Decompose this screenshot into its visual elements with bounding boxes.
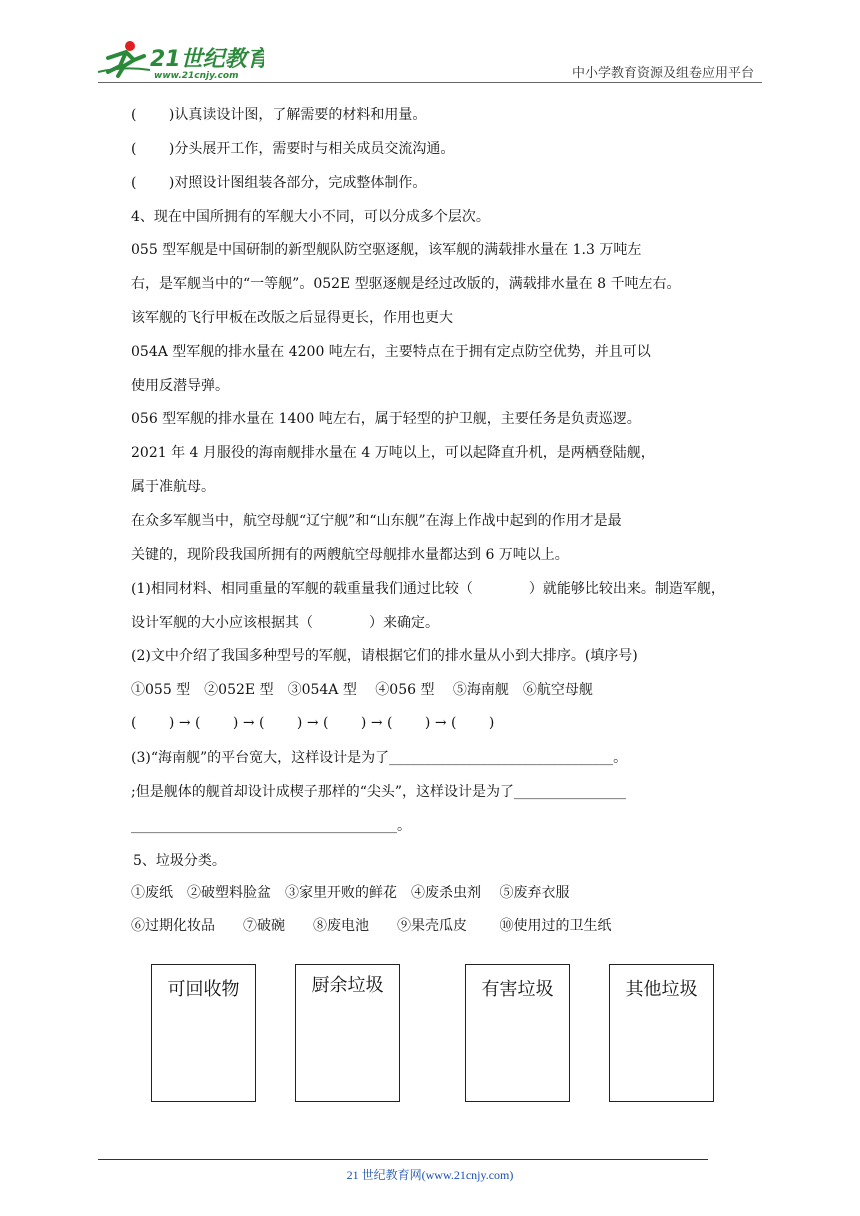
sub-question-3: (3)“海南舰”的平台宽大，这样设计是为了________________________________。 (131, 750, 628, 766)
svg-text:www.21cnjy.com: www.21cnjy.com (154, 71, 239, 81)
passage-line: 在众多军舰当中，航空母舰“辽宁舰”和“山东舰”在海上作战中起到的作用才是最 (131, 513, 622, 529)
passage-line: 2021 年 4 月服役的海南舰排水量在 4 万吨以上，可以起降直升机，是两栖登陆舰， (131, 445, 655, 461)
sub-question-1-cont: 设计军舰的大小应该根据其（ ）来确定。 (131, 615, 439, 631)
passage-line: 该军舰的飞行甲板在改版之后显得更长，作用也更大 (131, 310, 453, 326)
kitchen-waste-label: 厨余垃圾 (311, 975, 384, 996)
passage-line: 右，是军舰当中的“一等舰”。052E 型驱逐舰是经过改版的，满载排水量在 8 千吨左右。 (131, 276, 681, 292)
question-4-title: 4、现在中国所拥有的军舰大小不同，可以分成多个层次。 (131, 209, 490, 225)
runner-logo-icon (94, 36, 264, 82)
site-logo (94, 36, 264, 82)
step-line-2: ( )分头展开工作，需要时与相关成员交流沟通。 (131, 141, 455, 157)
hazardous-box (465, 964, 570, 1102)
sub-question-2: (2)文中介绍了我国多种型号的军舰，请根据它们的排水量从小到大排序。(填序号) (131, 648, 638, 664)
order-blanks: ( ) → ( ) → ( ) → ( ) → ( ) → ( ) (131, 715, 495, 731)
step-line-1: ( )认真读设计图，了解需要的材料和用量。 (131, 107, 427, 123)
question-5-title: 5、垃圾分类。 (133, 853, 226, 869)
ship-options: ①055 型 ②052E 型 ③054A 型 ④056 型 ⑤海南舰 ⑥航空母舰 (131, 682, 593, 698)
sub-question-1: (1)相同材料、相同重量的军舰的载重量我们通过比较（ ）就能够比较出来。制造军舰， (131, 581, 725, 597)
other-waste-label: 其他垃圾 (625, 979, 698, 1000)
hazardous-label: 有害垃圾 (481, 979, 554, 1000)
other-waste-box (609, 964, 714, 1102)
svg-text:21世纪教育: 21世纪教育 (150, 47, 264, 72)
sub-question-3-cont: ;但是舰体的舰首却设计成楔子那样的“尖头”，这样设计是为了________________ (131, 784, 627, 800)
waste-items-row-1: ①废纸 ②破塑料脸盆 ③家里开败的鲜花 ④废杀虫剂 ⑤废弃衣服 (131, 885, 570, 901)
platform-name: 中小学教育资源及组卷应用平台 (571, 66, 754, 81)
passage-line: 056 型军舰的排水量在 1400 吨左右，属于轻型的护卫舰，主要任务是负责巡逻。 (131, 411, 641, 427)
kitchen-waste-box (295, 964, 400, 1102)
answer-blank-line: ______________________________________。 (131, 818, 411, 834)
passage-line: 054A 型军舰的排水量在 4200 吨左右，主要特点在于拥有定点防空优势，并且可以 (131, 344, 651, 360)
footer-divider (98, 1159, 708, 1160)
passage-line: 055 型军舰是中国研制的新型舰队防空驱逐舰，该军舰的满载排水量在 1.3 万吨左 (131, 242, 642, 258)
header-divider (98, 82, 762, 83)
footer-link[interactable]: 21 世纪教育网(www.21cnjy.com) (346, 1168, 514, 1182)
passage-line: 使用反潜导弹。 (131, 378, 229, 394)
waste-items-row-2: ⑥过期化妆品 ⑦破碗 ⑧废电池 ⑨果壳瓜皮 ⑩使用过的卫生纸 (131, 918, 612, 934)
passage-line: 属于准航母。 (131, 479, 215, 495)
passage-line: 关键的，现阶段我国所拥有的两艘航空母舰排水量都达到 6 万吨以上。 (131, 547, 569, 563)
recyclable-label: 可回收物 (167, 979, 240, 1000)
recyclable-box (151, 964, 256, 1102)
step-line-3: ( )对照设计图组装各部分，完成整体制作。 (131, 175, 427, 191)
